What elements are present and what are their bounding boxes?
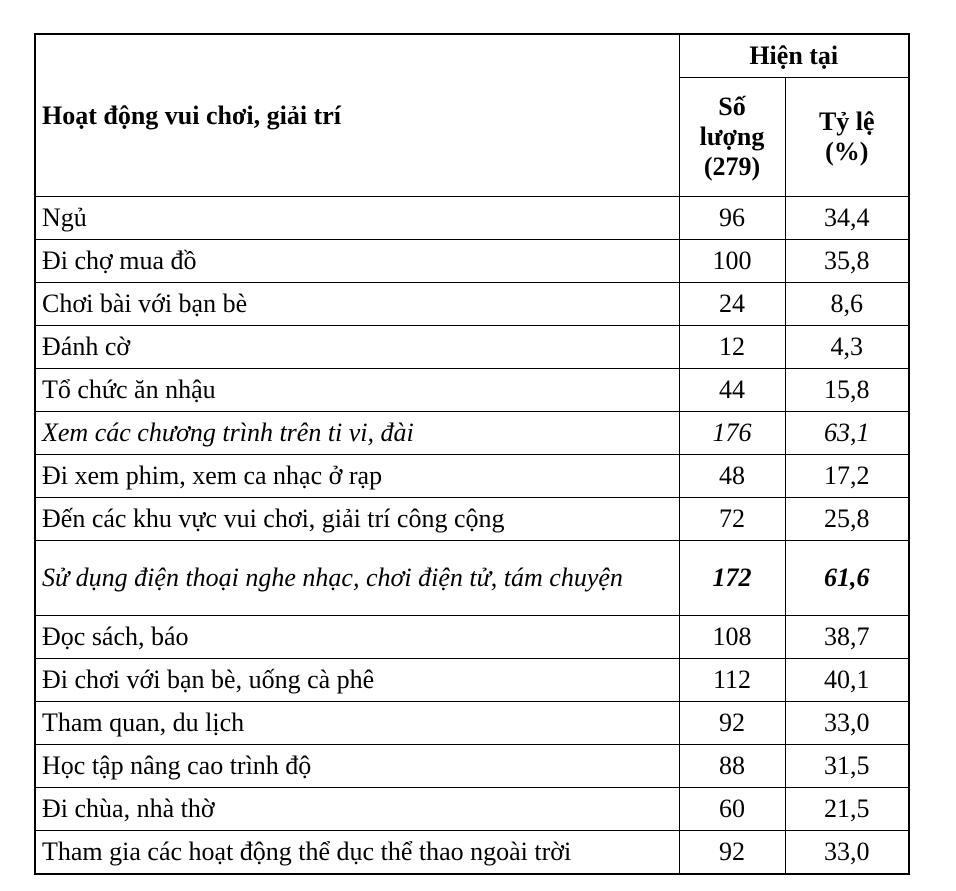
header-count-line1: Số: [718, 92, 746, 122]
rate-cell: 21,5: [785, 788, 909, 831]
activity-cell: Đi chùa, nhà thờ: [35, 788, 679, 831]
table-row: [35, 455, 909, 498]
header-row-top: [35, 34, 909, 78]
activity-cell: Đến các khu vực vui chơi, giải trí công cộng: [35, 498, 679, 541]
activity-cell: Đánh cờ: [35, 326, 679, 369]
count-cell: 172: [679, 541, 785, 616]
table-row: [35, 831, 909, 875]
rate-cell: 33,0: [785, 831, 909, 875]
activity-cell: Đi xem phim, xem ca nhạc ở rạp: [35, 455, 679, 498]
header-rate: [785, 78, 909, 197]
rate-cell: 38,7: [785, 616, 909, 659]
activity-cell: Sử dụng điện thoại nghe nhạc, chơi điện tử, tám chuyện: [35, 541, 679, 616]
count-cell: 108: [679, 616, 785, 659]
count-cell: 176: [679, 412, 785, 455]
rate-cell: 25,8: [785, 498, 909, 541]
rate-cell: 34,4: [785, 197, 909, 240]
count-cell: 92: [679, 702, 785, 745]
header-count-line2: lượng: [699, 122, 765, 152]
rate-cell: 8,6: [785, 283, 909, 326]
rate-cell: 15,8: [785, 369, 909, 412]
table-row: [35, 240, 909, 283]
header-rate-line1: Tỷ lệ: [818, 107, 875, 137]
activity-cell: Tham gia các hoạt động thể dục thể thao ngoài trời: [35, 831, 679, 875]
table-row: [35, 745, 909, 788]
rate-cell: 31,5: [785, 745, 909, 788]
rate-cell: 40,1: [785, 659, 909, 702]
table-row: [35, 541, 909, 616]
activity-cell: Ngủ: [35, 197, 679, 240]
table-row: [35, 369, 909, 412]
count-cell: 72: [679, 498, 785, 541]
table-body: [35, 197, 909, 875]
header-group-current: Hiện tại: [679, 34, 909, 78]
table-row: [35, 498, 909, 541]
rate-cell: 63,1: [785, 412, 909, 455]
count-cell: 96: [679, 197, 785, 240]
count-cell: 60: [679, 788, 785, 831]
count-cell: 48: [679, 455, 785, 498]
count-cell: 112: [679, 659, 785, 702]
activity-cell: Đi chợ mua đồ: [35, 240, 679, 283]
count-cell: 92: [679, 831, 785, 875]
count-cell: 100: [679, 240, 785, 283]
count-cell: 24: [679, 283, 785, 326]
rate-cell: 33,0: [785, 702, 909, 745]
table-row: [35, 616, 909, 659]
table-row: [35, 412, 909, 455]
activity-cell: Đi chơi với bạn bè, uống cà phê: [35, 659, 679, 702]
activity-cell: Tổ chức ăn nhậu: [35, 369, 679, 412]
activity-cell: Học tập nâng cao trình độ: [35, 745, 679, 788]
rate-cell: 61,6: [785, 541, 909, 616]
table-row: [35, 788, 909, 831]
header-count-line3: (279): [703, 151, 761, 181]
table-row: [35, 283, 909, 326]
rate-cell: 17,2: [785, 455, 909, 498]
count-cell: 88: [679, 745, 785, 788]
header-activity: Hoạt động vui chơi, giải trí: [35, 34, 679, 197]
header-count: [679, 78, 785, 197]
activity-cell: Chơi bài với bạn bè: [35, 283, 679, 326]
activity-cell: Xem các chương trình trên ti vi, đài: [35, 412, 679, 455]
table-row: [35, 326, 909, 369]
count-cell: 44: [679, 369, 785, 412]
activity-table: [34, 33, 910, 875]
activity-cell: Tham quan, du lịch: [35, 702, 679, 745]
activity-cell: Đọc sách, báo: [35, 616, 679, 659]
table-row: [35, 197, 909, 240]
header-rate-line2: (%): [825, 137, 869, 166]
table-row: [35, 659, 909, 702]
rate-cell: 35,8: [785, 240, 909, 283]
count-cell: 12: [679, 326, 785, 369]
table-row: [35, 702, 909, 745]
rate-cell: 4,3: [785, 326, 909, 369]
